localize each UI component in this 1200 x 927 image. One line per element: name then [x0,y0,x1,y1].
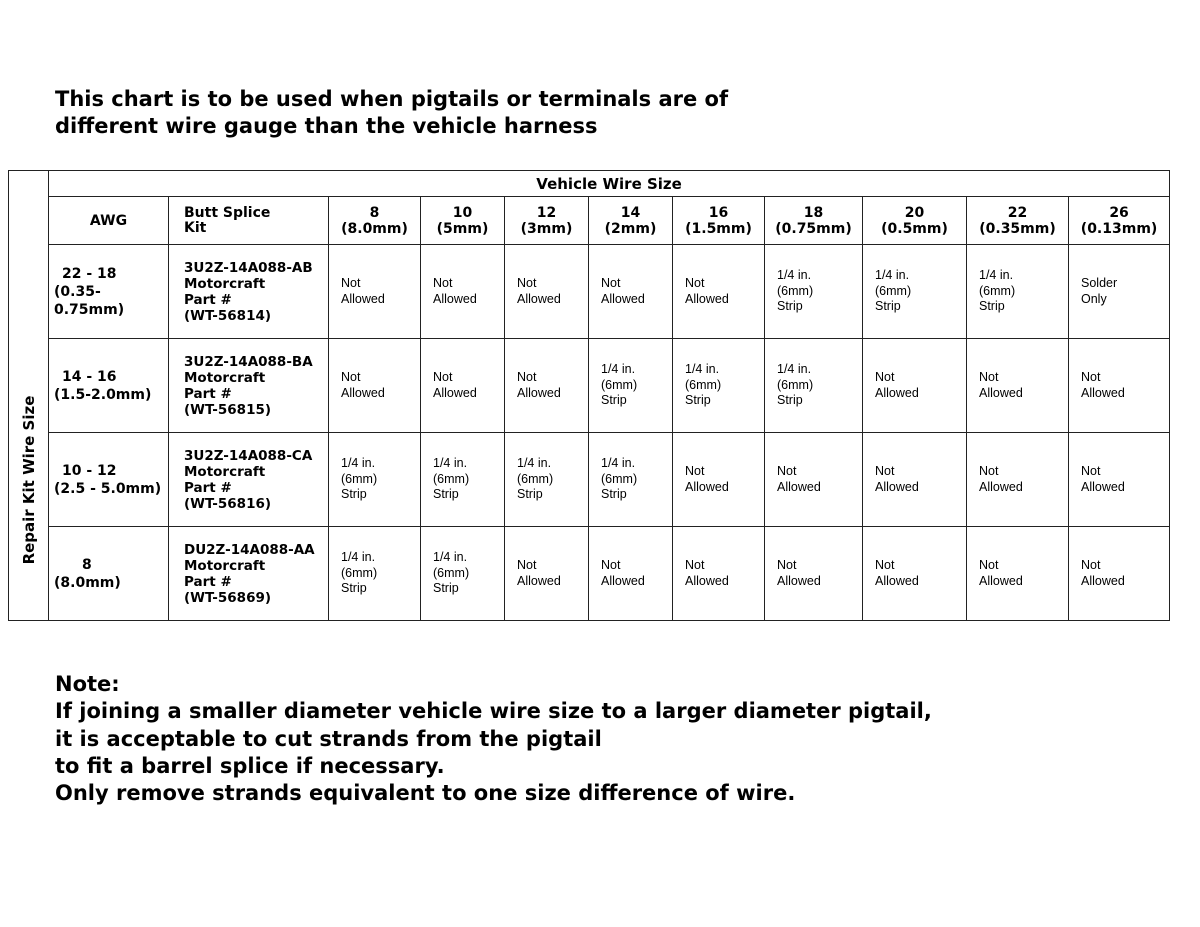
kit-line: Part # [184,479,232,496]
note-line-1: If joining a smaller diameter vehicle wire size to a larger diameter pigtail, [55,699,932,724]
table-row [9,339,1170,433]
row-awg-mm: (1.5-2.0mm) [54,386,152,403]
cell-line: Not [979,464,999,478]
table-cell [1069,527,1170,621]
table-cell [421,339,505,433]
cell-line: Strip [601,393,627,408]
cell-line: (6mm) [517,471,554,486]
column-header-8 [329,197,421,245]
column-mm: (0.35mm) [979,220,1056,237]
cell-line: Not [517,370,537,384]
cell-line: Only [1081,291,1107,306]
cell-line: 1/4 in. [875,268,910,283]
cell-line: (6mm) [979,283,1016,298]
cell-line: 1/4 in. [517,456,552,471]
cell-line: (6mm) [777,377,814,392]
table-cell [765,433,863,527]
table-cell [505,527,589,621]
table-cell [589,527,673,621]
row-awg-mm: (8.0mm) [54,574,121,591]
cell-line: Not [685,464,705,478]
cell-line: 1/4 in. [433,550,468,565]
table-cell [329,245,421,339]
cell-line: Strip [601,487,627,502]
cell-line: Allowed [1081,479,1125,494]
cell-line: 1/4 in. [433,456,468,471]
column-mm: (5mm) [436,220,489,237]
kit-line: Part # [184,573,232,590]
table-cell [673,245,765,339]
table-cell [673,339,765,433]
table-cell [863,245,967,339]
cell-line: Strip [517,487,543,502]
cell-line: Not [517,558,537,572]
table-cell [1069,245,1170,339]
cell-line: Not [875,464,895,478]
column-mm: (8.0mm) [341,220,408,237]
cell-line: 1/4 in. [601,456,636,471]
cell-line: Not [601,558,621,572]
cell-line: Allowed [685,479,729,494]
kit-line: Motorcraft [184,369,266,386]
cell-line: (6mm) [601,377,638,392]
cell-line: Not [979,370,999,384]
column-header-12 [505,197,589,245]
cell-line: Strip [979,299,1005,314]
cell-line: Allowed [979,573,1023,588]
cell-line: (6mm) [601,471,638,486]
cell-line: (6mm) [433,565,470,580]
kit-line: (WT-56816) [184,495,272,512]
column-gauge: 8 [369,204,380,221]
column-header-18 [765,197,863,245]
cell-line: (6mm) [875,283,912,298]
column-mm: (2mm) [604,220,657,237]
kit-header-line-2: Kit [184,219,207,236]
table-row [9,527,1170,621]
row-awg [49,245,169,339]
row-kit [169,245,329,339]
note-line-2: it is acceptable to cut strands from the pigtail [55,726,602,751]
column-gauge: 18 [803,204,824,221]
table-cell [863,433,967,527]
cell-line: 1/4 in. [341,550,376,565]
cell-line: Allowed [601,573,645,588]
table-cell [329,527,421,621]
table-cell [673,433,765,527]
kit-line: Motorcraft [184,557,266,574]
repair-kit-axis [9,171,49,621]
note-title: Note: [55,672,120,696]
column-gauge: 16 [708,204,729,221]
row-awg-mm: (2.5 - 5.0mm) [54,480,162,497]
cell-line: Allowed [979,385,1023,400]
kit-line: 3U2Z-14A088-AB [184,259,313,276]
row-awg [49,433,169,527]
column-header-20 [863,197,967,245]
kit-line: Motorcraft [184,463,266,480]
column-gauge: 10 [452,204,473,221]
kit-line: (WT-56815) [184,401,272,418]
cell-line: Not [1081,558,1101,572]
table-cell [589,245,673,339]
cell-line: Allowed [875,479,919,494]
cell-line: Allowed [979,479,1023,494]
cell-line: Allowed [517,385,561,400]
column-header-26 [1069,197,1170,245]
cell-line: Not [777,558,797,572]
table-row [9,245,1170,339]
cell-line: 1/4 in. [601,362,636,377]
row-kit [169,433,329,527]
kit-line: 3U2Z-14A088-CA [184,447,313,464]
column-header-10 [421,197,505,245]
cell-line: Not [979,558,999,572]
kit-header-line-1: Butt Splice [184,204,271,221]
intro-line-1: This chart is to be used when pigtails or terminals are of [55,87,729,111]
table-cell [505,433,589,527]
cell-line: 1/4 in. [341,456,376,471]
column-header-22 [967,197,1069,245]
kit-line: DU2Z-14A088-AA [184,541,315,558]
table-cell [967,527,1069,621]
intro-line-2: different wire gauge than the vehicle harness [55,114,598,138]
cell-line: Strip [875,299,901,314]
cell-line: Allowed [875,385,919,400]
cell-line: Not [341,370,361,384]
table-cell [967,245,1069,339]
cell-line: (6mm) [777,283,814,298]
row-awg [49,527,169,621]
column-mm: (0.75mm) [775,220,852,237]
cell-line: Not [433,370,453,384]
table-cell [765,527,863,621]
cell-line: Not [685,276,705,290]
table-cell [863,339,967,433]
row-awg [49,339,169,433]
cell-line: Strip [685,393,711,408]
intro-heading [55,86,728,140]
cell-line: Not [685,558,705,572]
cell-line: Allowed [1081,385,1125,400]
column-mm: (0.5mm) [881,220,948,237]
awg-header: AWG [49,197,169,245]
column-mm: (0.13mm) [1080,220,1158,237]
column-gauge: 26 [1109,204,1129,221]
cell-line: (6mm) [433,471,470,486]
table-cell [1069,433,1170,527]
row-awg-range: 10 - 12 [62,462,117,479]
cell-line: 1/4 in. [777,268,812,283]
repair-kit-wire-size-label: Repair Kit Wire Size [19,395,38,564]
row-awg-mm: (0.35-0.75mm) [54,283,125,318]
kit-line: Motorcraft [184,275,266,292]
cell-line: Allowed [685,573,729,588]
cell-line: Allowed [685,291,729,306]
column-gauge: 22 [1007,204,1028,221]
cell-line: Strip [341,487,367,502]
cell-line: Not [517,276,537,290]
cell-line: Allowed [341,291,385,306]
table-cell [329,339,421,433]
cell-line: Allowed [601,291,645,306]
cell-line: 1/4 in. [685,362,720,377]
column-header-14 [589,197,673,245]
table-cell [673,527,765,621]
note-block [55,671,932,807]
cell-line: 1/4 in. [777,362,812,377]
row-kit [169,527,329,621]
cell-line: 1/4 in. [979,268,1014,283]
row-kit [169,339,329,433]
kit-line: (WT-56814) [184,307,272,324]
row-awg-range: 14 - 16 [62,368,117,385]
cell-line: (6mm) [685,377,722,392]
table-cell [589,339,673,433]
cell-line: Not [341,276,361,290]
cell-line: Allowed [433,291,477,306]
cell-line: Allowed [1081,573,1125,588]
cell-line: Not [433,276,453,290]
cell-line: (6mm) [341,565,378,580]
vehicle-wire-size-header: Vehicle Wire Size [49,171,1170,197]
note-line-3: to fit a barrel splice if necessary. [55,753,445,778]
column-header-16 [673,197,765,245]
kit-line: Part # [184,385,232,402]
cell-line: Strip [433,581,459,596]
cell-line: Not [1081,464,1101,478]
table-cell [505,339,589,433]
cell-line: Not [1081,370,1101,384]
column-header-row [9,197,1170,245]
table-cell [421,527,505,621]
kit-line: (WT-56869) [184,589,272,606]
table-cell [967,433,1069,527]
cell-line: Allowed [517,291,561,306]
table-cell [421,433,505,527]
column-mm: (1.5mm) [685,220,752,237]
row-awg-range: 8 [82,556,92,573]
table-cell [1069,339,1170,433]
cell-line: Allowed [433,385,477,400]
column-gauge: 14 [620,204,641,221]
kit-line: 3U2Z-14A088-BA [184,353,313,370]
table-cell [329,433,421,527]
cell-line: Allowed [777,479,821,494]
wire-size-chart [8,170,1170,621]
cell-line: Strip [341,581,367,596]
table-cell [967,339,1069,433]
column-gauge: 20 [904,204,925,221]
cell-line: Not [601,276,621,290]
cell-line: Allowed [777,573,821,588]
cell-line: Strip [433,487,459,502]
cell-line: Allowed [517,573,561,588]
table-cell [421,245,505,339]
table-cell [765,245,863,339]
row-awg-range: 22 - 18 [62,265,117,282]
cell-line: Not [875,558,895,572]
table-cell [589,433,673,527]
cell-line: Strip [777,299,803,314]
cell-line: Solder [1081,276,1118,290]
column-mm: (3mm) [520,220,573,237]
cell-line: Allowed [875,573,919,588]
kit-line: Part # [184,291,232,308]
table-cell [505,245,589,339]
cell-line: Strip [777,393,803,408]
table-cell [765,339,863,433]
cell-line: Allowed [341,385,385,400]
note-line-4: Only remove strands equivalent to one size difference of wire. [55,781,796,806]
table-cell [863,527,967,621]
table-row [9,433,1170,527]
column-gauge: 12 [536,204,557,221]
cell-line: Not [875,370,895,384]
cell-line: (6mm) [341,471,378,486]
kit-header [169,197,329,245]
cell-line: Not [777,464,797,478]
